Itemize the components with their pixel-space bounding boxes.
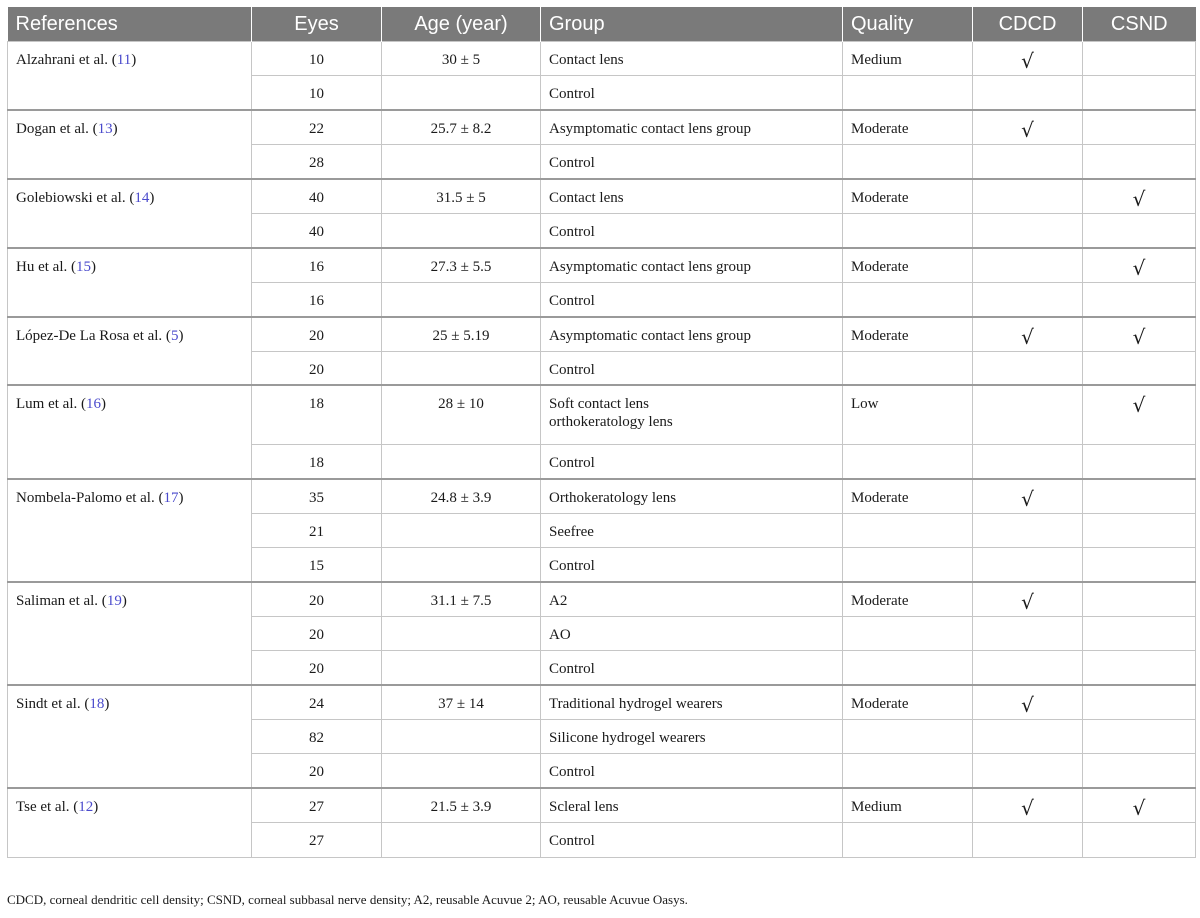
group-cell [541,248,843,282]
quality-cell [843,282,973,316]
group-cell [541,145,843,179]
reference-link[interactable]: 13 [97,121,113,138]
group-cell [541,720,843,754]
reference-link[interactable]: 17 [163,489,179,506]
quality-cell: Moderate [843,479,973,513]
group-cell [541,616,843,650]
cdcd-cell [973,444,1083,478]
cdcd-cell [973,582,1083,616]
eyes-cell: 21 [252,513,382,547]
eyes-cell: 27 [252,788,382,822]
group-cell [541,42,843,76]
eyes-cell: 20 [252,754,382,788]
reference-link[interactable]: 5 [170,327,179,344]
eyes-cell: 40 [252,179,382,213]
csnd-cell [1083,548,1196,582]
quality-cell: Low [843,385,973,444]
eyes-cell: 20 [252,616,382,650]
check-icon: √ [1021,486,1034,511]
check-icon: √ [1132,796,1146,821]
group-label: Asymptomatic contact lens group [549,327,752,344]
eyes-cell: 40 [252,213,382,247]
check-icon: √ [1021,49,1034,73]
group-label: Seefree [549,523,594,540]
csnd-cell [1083,317,1196,351]
quality-cell: Moderate [843,110,973,144]
eyes-cell: 16 [252,248,382,282]
eyes-cell: 20 [252,317,382,351]
group-label: Contact lens [549,190,624,207]
age-cell: 30 ± 5 [382,42,541,76]
age-cell [382,351,541,385]
group-cell [541,282,843,316]
quality-cell: Moderate [843,685,973,719]
author-text: Sindt et al. ( [16,696,90,713]
group-label: Asymptomatic contact lens group [549,258,752,275]
eyes-cell: 20 [252,651,382,685]
group-label: Control [549,292,595,309]
quality-cell [843,351,973,385]
quality-cell: Moderate [843,248,973,282]
author-close: ) [112,121,118,138]
table-row [8,179,1196,213]
group-label: Asymptomatic contact lens group [549,121,752,138]
author-text: Alzahrani et al. ( [16,52,117,68]
age-cell: 27.3 ± 5.5 [382,248,541,282]
csnd-cell [1083,754,1196,788]
quality-cell [843,213,973,247]
csnd-cell [1083,145,1196,179]
group-label: A2 [549,592,568,609]
group-cell [541,685,843,719]
quality-cell: Moderate [843,179,973,213]
age-cell [382,823,541,857]
header-cdcd: CDCD [973,7,1083,42]
age-cell [382,616,541,650]
group-cell [541,548,843,582]
reference-link[interactable]: 19 [106,592,122,609]
quality-cell [843,76,973,110]
check-icon: √ [1021,589,1034,614]
quality-cell [843,720,973,754]
group-label: Control [549,454,595,471]
author-text: Golebiowski et al. ( [16,190,135,207]
csnd-cell [1083,42,1196,76]
quality-cell: Moderate [843,582,973,616]
author-close: ) [149,190,155,207]
cdcd-cell [973,685,1083,719]
quality-cell [843,754,973,788]
reference-cell [8,582,252,685]
group-cell [541,385,843,444]
table-row [8,248,1196,282]
eyes-cell: 35 [252,479,382,513]
author-text: Hu et al. ( [16,258,76,275]
author-text: Saliman et al. ( [16,592,107,609]
eyes-cell: 22 [252,110,382,144]
reference-cell [8,317,252,386]
header-eyes: Eyes [252,7,382,42]
author-text: Tse et al. ( [16,799,79,816]
table-row [8,110,1196,144]
author-close: ) [121,592,127,609]
eyes-cell: 28 [252,145,382,179]
reference-link[interactable]: 11 [116,52,132,68]
reference-link[interactable]: 15 [75,258,91,275]
table-row [8,42,1196,76]
quality-cell [843,145,973,179]
group-label: Traditional hydrogel wearers [549,696,723,713]
group-label: Contact lens [549,52,624,68]
group-cell [541,513,843,547]
check-icon: √ [1132,393,1146,418]
check-icon: √ [1021,324,1034,349]
quality-cell: Medium [843,788,973,822]
author-text: Lum et al. ( [16,396,86,413]
header-row [8,7,1196,42]
table-body [8,42,1196,858]
age-cell: 25.7 ± 8.2 [382,110,541,144]
studies-table [7,7,1196,858]
author-text: López-De La Rosa et al. ( [16,327,171,344]
header-references: References [8,7,252,42]
age-cell [382,213,541,247]
cdcd-cell [973,823,1083,857]
quality-cell [843,651,973,685]
csnd-cell [1083,513,1196,547]
group-cell [541,754,843,788]
age-cell [382,145,541,179]
age-cell: 28 ± 10 [382,385,541,444]
eyes-cell: 10 [252,42,382,76]
group-label: Control [549,764,595,781]
table-row [8,385,1196,444]
csnd-cell [1083,685,1196,719]
reference-cell [8,248,252,317]
group-label-line2: orthokeratology lens [549,414,673,431]
cdcd-cell [973,754,1083,788]
quality-cell: Medium [843,42,973,76]
group-label: Control [549,155,595,172]
reference-cell [8,479,252,582]
age-cell [382,651,541,685]
quality-cell [843,444,973,478]
cdcd-cell [973,213,1083,247]
cdcd-cell [973,42,1083,76]
group-label: Control [549,661,595,678]
author-close: ) [100,396,106,413]
group-label: Orthokeratology lens [549,489,677,506]
table-row [8,582,1196,616]
eyes-cell: 20 [252,582,382,616]
cdcd-cell [973,317,1083,351]
group-label: Control [549,833,595,850]
check-icon: √ [1132,324,1146,349]
csnd-cell [1083,248,1196,282]
cdcd-cell [973,479,1083,513]
check-icon: √ [1021,796,1034,821]
eyes-cell: 27 [252,823,382,857]
cdcd-cell [973,351,1083,385]
age-cell [382,720,541,754]
group-cell [541,213,843,247]
eyes-cell: 20 [252,351,382,385]
csnd-cell [1083,179,1196,213]
age-cell [382,444,541,478]
cdcd-cell [973,179,1083,213]
group-cell [541,582,843,616]
group-cell [541,479,843,513]
table-row [8,479,1196,513]
cdcd-cell [973,720,1083,754]
reference-link[interactable]: 12 [78,799,94,816]
quality-cell [843,616,973,650]
cdcd-cell [973,282,1083,316]
age-cell: 24.8 ± 3.9 [382,479,541,513]
reference-link[interactable]: 18 [89,696,105,713]
age-cell [382,754,541,788]
author-close: ) [178,327,184,344]
group-cell [541,179,843,213]
author-close: ) [178,489,184,506]
eyes-cell: 18 [252,444,382,478]
csnd-cell [1083,351,1196,385]
csnd-cell [1083,479,1196,513]
group-cell [541,651,843,685]
eyes-cell: 15 [252,548,382,582]
header-age: Age (year) [382,7,541,42]
table-row [8,685,1196,719]
table-row [8,317,1196,351]
age-cell [382,76,541,110]
header-quality: Quality [843,7,973,42]
csnd-cell [1083,823,1196,857]
group-cell [541,76,843,110]
csnd-cell [1083,720,1196,754]
age-cell: 31.5 ± 5 [382,179,541,213]
cdcd-cell [973,616,1083,650]
quality-cell [843,513,973,547]
table-row [8,788,1196,822]
author-close: ) [93,799,99,816]
reference-cell [8,42,252,111]
group-label: Scleral lens [549,799,619,816]
group-label: Silicone hydrogel wearers [549,730,706,747]
group-cell [541,444,843,478]
csnd-cell [1083,788,1196,822]
group-label: Control [549,361,595,378]
csnd-cell [1083,282,1196,316]
csnd-cell [1083,616,1196,650]
age-cell: 37 ± 14 [382,685,541,719]
author-close: ) [131,52,137,68]
cdcd-cell [973,513,1083,547]
age-cell: 31.1 ± 7.5 [382,582,541,616]
check-icon: √ [1021,118,1034,143]
eyes-cell: 82 [252,720,382,754]
cdcd-cell [973,548,1083,582]
reference-cell [8,385,252,478]
reference-cell [8,179,252,248]
eyes-cell: 10 [252,76,382,110]
age-cell: 21.5 ± 3.9 [382,788,541,822]
cdcd-cell [973,788,1083,822]
csnd-cell [1083,444,1196,478]
group-label: Control [549,86,595,103]
eyes-cell: 16 [252,282,382,316]
reference-cell [8,788,252,857]
group-cell [541,823,843,857]
eyes-cell: 18 [252,385,382,444]
age-cell: 25 ± 5.19 [382,317,541,351]
group-label: Soft contact lens [549,396,649,413]
cdcd-cell [973,385,1083,444]
group-label: Control [549,223,595,240]
group-cell [541,110,843,144]
cdcd-cell [973,145,1083,179]
author-text: Nombela-Palomo et al. ( [16,489,164,506]
quality-cell [843,548,973,582]
check-icon: √ [1132,255,1146,280]
csnd-cell [1083,385,1196,444]
group-cell [541,351,843,385]
age-cell [382,282,541,316]
table-footnote: CDCD, corneal dendritic cell density; CSND, corneal subbasal nerve density; A2, reusable Acuvue 2; AO, reusable Acuvue Oasys. [7,892,688,907]
group-cell [541,317,843,351]
header-group: Group [541,7,843,42]
reference-link[interactable]: 16 [85,396,101,413]
quality-cell: Moderate [843,317,973,351]
group-label: Control [549,558,595,575]
check-icon: √ [1021,693,1034,718]
eyes-cell: 24 [252,685,382,719]
reference-cell [8,685,252,788]
group-cell [541,788,843,822]
author-close: ) [90,258,96,275]
group-label: AO [549,626,571,643]
check-icon: √ [1132,187,1146,212]
age-cell [382,548,541,582]
age-cell [382,513,541,547]
cdcd-cell [973,248,1083,282]
reference-link[interactable]: 14 [134,190,150,207]
csnd-cell [1083,582,1196,616]
author-close: ) [104,696,110,713]
cdcd-cell [973,651,1083,685]
cdcd-cell [973,110,1083,144]
csnd-cell [1083,651,1196,685]
header-csnd: CSND [1083,7,1196,42]
quality-cell [843,823,973,857]
cdcd-cell [973,76,1083,110]
author-text: Dogan et al. ( [16,121,98,138]
csnd-cell [1083,213,1196,247]
csnd-cell [1083,110,1196,144]
csnd-cell [1083,76,1196,110]
reference-cell [8,110,252,179]
